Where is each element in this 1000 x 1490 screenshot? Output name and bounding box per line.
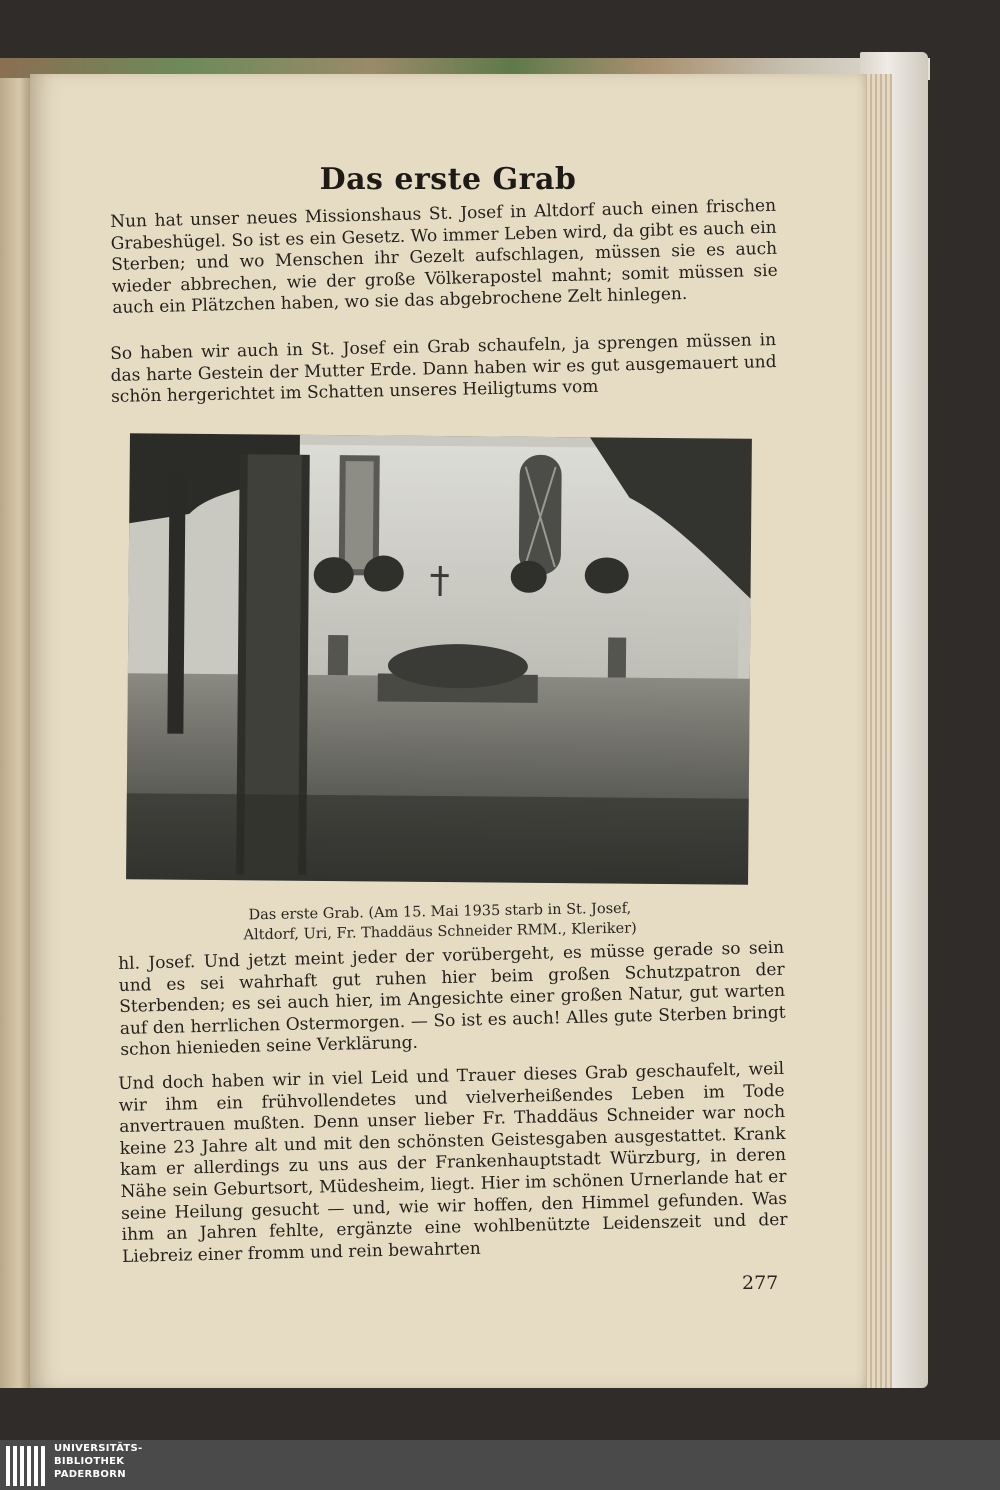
paragraph-1: Nun hat unser neues Missionshaus St. Josef in Altdorf auch einen frischen Grabeshügel. So ist es ein Gesetz. Wo immer Leben wird, da gibt es auch ein Sterben; und wo Menschen ihr Gezelt aufschlagen, müssen sie es auch wieder abbrechen, wie der große Völkerapostel mahnt; somit müssen sie auch ein Plätzchen haben, wo sie das abgebrochene Zelt hinlegen. [110, 195, 778, 319]
page-title: Das erste Grab [319, 162, 577, 197]
paragraph-2: So haben wir auch in St. Josef ein Grab schaufeln, ja sprengen müssen in das harte Gestein der Mutter Erde. Dann haben wir es gut ausgemauert und schön hergerichtet im Schatten unseres Heiligtums vom [110, 330, 777, 408]
paragraph-3: hl. Josef. Und jetzt meint jeder der vorübergeht, es müsse gerade so sein und es sei wahrhaft gut ruhen hier beim großen Schutzpatron der Sterbenden; es sei auch hier, im Angesichte einer großen Natur, gut warten auf den herrlichen Ostermorgen. — So ist es auch! Alles gute Sterben bringt schon hienieden seine Verklärung. [118, 937, 786, 1061]
page-stack-edges [862, 74, 892, 1388]
library-footer [0, 1440, 1000, 1490]
book-page [30, 74, 866, 1388]
paragraph-4: Und doch haben wir in viel Leid und Trauer dieses Grab geschaufelt, weil wir ihm ein frühvollendetes und vielverheißendes Leben im Tode anvertrauen mußten. Denn unser lieber Fr. Thaddäus Schneider war noch keine 23 Jahre alt und mit den schönsten Geistesgaben ausgestattet. Krank kam er allerdings zu uns aus der Frankenhauptstadt Würzburg, in deren Nähe sein Geburtsort, Müdesheim, liegt. Hier im schönen Urnerlande hat er seine Heilung gesucht — und, wie wir hoffen, den Himmel gefunden. Was ihm an Jahren fehlte, ergänzte eine wohlbenützte Leidenszeit und der Liebreiz einer fromm und rein bewahrten [118, 1058, 788, 1267]
caption-line-1: Das erste Grab. (Am 15. Mai 1935 starb in St. Josef, [248, 900, 632, 924]
grave-photograph [126, 433, 752, 884]
logo-line-2: BIBLIOTHEK [54, 1456, 125, 1467]
logo-line-1: UNIVERSITÄTS- [54, 1443, 143, 1454]
library-logo-text [54, 1442, 143, 1481]
logo-line-3: PADERBORN [54, 1469, 126, 1480]
library-logo-icon [6, 1444, 46, 1488]
page-number: 277 [742, 1272, 779, 1294]
grave-photo-illustration [126, 433, 752, 884]
caption-line-2: Altdorf, Uri, Fr. Thaddäus Schneider RMM., Kleriker) [243, 920, 637, 944]
left-page-edge [0, 78, 32, 1388]
photo-caption [180, 897, 701, 946]
